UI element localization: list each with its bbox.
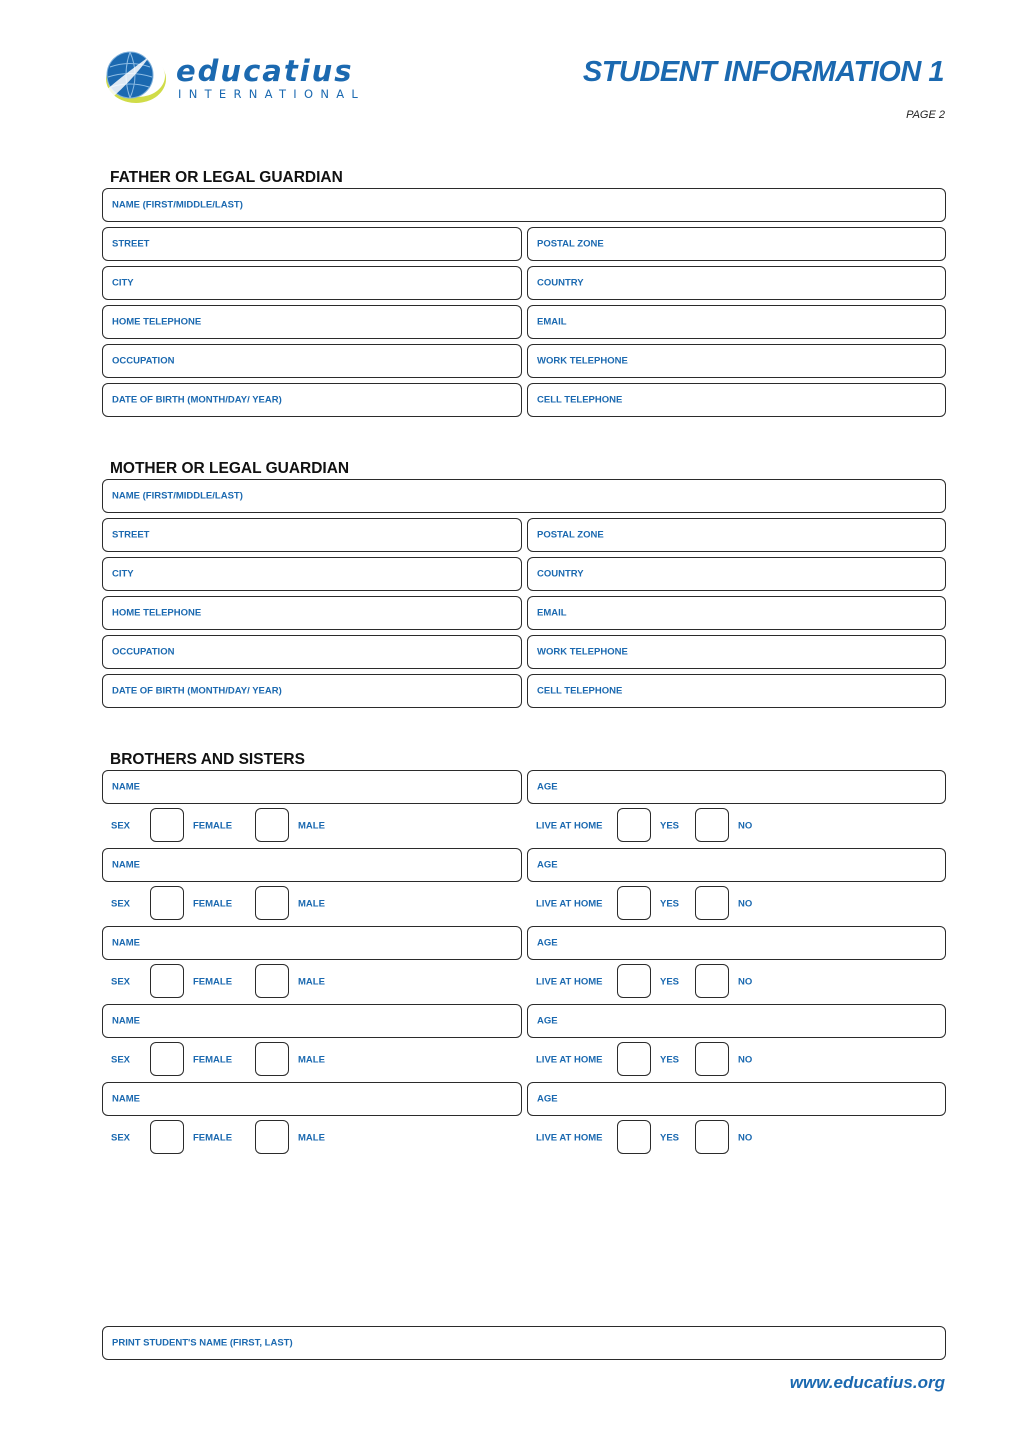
field-label: CITY	[112, 568, 134, 580]
female-checkbox[interactable]	[150, 808, 184, 842]
sibling-age-field[interactable]	[527, 1082, 946, 1116]
field-label: CELL TELEPHONE	[537, 685, 623, 697]
father-date-of-birth-field[interactable]	[102, 383, 522, 417]
siblings-section-title: BROTHERS AND SISTERS	[110, 751, 305, 768]
mother-email-field[interactable]	[527, 596, 946, 630]
father-postal-zone-field[interactable]	[527, 227, 946, 261]
male-label: MALE	[298, 1132, 325, 1144]
field-label: NAME	[112, 781, 140, 793]
father-country-field[interactable]	[527, 266, 946, 300]
field-label: HOME TELEPHONE	[112, 316, 202, 328]
field-label: STREET	[112, 529, 150, 541]
field-label: AGE	[537, 1015, 558, 1027]
no-label: NO	[738, 1132, 753, 1144]
logo-subtitle: INTERNATIONAL	[178, 87, 366, 101]
male-label: MALE	[298, 898, 325, 910]
field-label: WORK TELEPHONE	[537, 355, 628, 367]
field-label: NAME	[112, 859, 140, 871]
field-label: POSTAL ZONE	[537, 529, 604, 541]
no-label: NO	[738, 976, 753, 988]
female-checkbox[interactable]	[150, 1120, 184, 1154]
father-section-title: FATHER OR LEGAL GUARDIAN	[110, 169, 343, 186]
no-checkbox[interactable]	[695, 964, 729, 998]
field-label: NAME	[112, 1015, 140, 1027]
website-link[interactable]: www.educatius.org	[789, 1373, 945, 1392]
sex-label: SEX	[111, 820, 131, 832]
sibling-options-row	[0, 886, 1024, 922]
field-label: DATE OF BIRTH (MONTH/DAY/ YEAR)	[112, 394, 282, 406]
yes-checkbox[interactable]	[617, 1120, 651, 1154]
field-label: NAME (FIRST/MIDDLE/LAST)	[112, 199, 243, 211]
mother-occupation-field[interactable]	[102, 635, 522, 669]
sibling-name-field[interactable]	[102, 848, 522, 882]
field-label: AGE	[537, 781, 558, 793]
sibling-name-field[interactable]	[102, 1004, 522, 1038]
sibling-name-field[interactable]	[102, 926, 522, 960]
yes-label: YES	[660, 898, 680, 910]
male-label: MALE	[298, 976, 325, 988]
mother-date-of-birth-field[interactable]	[102, 674, 522, 708]
yes-label: YES	[660, 976, 680, 988]
sibling-options-row	[0, 1042, 1024, 1078]
no-label: NO	[738, 1054, 753, 1066]
father-home-telephone-field[interactable]	[102, 305, 522, 339]
field-label: DATE OF BIRTH (MONTH/DAY/ YEAR)	[112, 685, 282, 697]
field-label: AGE	[537, 859, 558, 871]
field-label: POSTAL ZONE	[537, 238, 604, 250]
female-checkbox[interactable]	[150, 1042, 184, 1076]
field-label: AGE	[537, 937, 558, 949]
mother-section-title: MOTHER OR LEGAL GUARDIAN	[110, 460, 350, 477]
sex-label: SEX	[111, 976, 131, 988]
no-label: NO	[738, 898, 753, 910]
educatius-logo	[100, 48, 366, 108]
female-checkbox[interactable]	[150, 964, 184, 998]
sibling-options-row	[0, 1120, 1024, 1156]
father-city-field[interactable]	[102, 266, 522, 300]
father-email-field[interactable]	[527, 305, 946, 339]
live-at-home-label: LIVE AT HOME	[536, 1132, 603, 1144]
father-street-field[interactable]	[102, 227, 522, 261]
live-at-home-label: LIVE AT HOME	[536, 820, 603, 832]
field-label: NAME	[112, 937, 140, 949]
field-label: EMAIL	[537, 607, 567, 619]
sibling-age-field[interactable]	[527, 770, 946, 804]
field-label: NAME (FIRST/MIDDLE/LAST)	[112, 490, 243, 502]
sex-label: SEX	[111, 898, 131, 910]
yes-label: YES	[660, 820, 680, 832]
sibling-options-row	[0, 964, 1024, 1000]
field-label: EMAIL	[537, 316, 567, 328]
sibling-name-field[interactable]	[102, 770, 522, 804]
field-label: CITY	[112, 277, 134, 289]
mother-work-telephone-field[interactable]	[527, 635, 946, 669]
mother-home-telephone-field[interactable]	[102, 596, 522, 630]
no-checkbox[interactable]	[695, 886, 729, 920]
male-checkbox[interactable]	[255, 1120, 289, 1154]
yes-checkbox[interactable]	[617, 1042, 651, 1076]
yes-label: YES	[660, 1132, 680, 1144]
father-work-telephone-field[interactable]	[527, 344, 946, 378]
field-label: AGE	[537, 1093, 558, 1105]
live-at-home-label: LIVE AT HOME	[536, 898, 603, 910]
sex-label: SEX	[111, 1132, 131, 1144]
female-checkbox[interactable]	[150, 886, 184, 920]
mother-country-field[interactable]	[527, 557, 946, 591]
male-checkbox[interactable]	[255, 808, 289, 842]
field-label: OCCUPATION	[112, 355, 175, 367]
female-label: FEMALE	[193, 898, 233, 910]
globe-logo-icon	[100, 48, 170, 108]
no-checkbox[interactable]	[695, 1120, 729, 1154]
field-label: HOME TELEPHONE	[112, 607, 202, 619]
female-label: FEMALE	[193, 820, 233, 832]
male-checkbox[interactable]	[255, 886, 289, 920]
page-title: STUDENT INFORMATION 1	[582, 56, 944, 88]
male-checkbox[interactable]	[255, 964, 289, 998]
no-label: NO	[738, 820, 753, 832]
no-checkbox[interactable]	[695, 1042, 729, 1076]
page-number: PAGE 2	[906, 109, 945, 121]
mother-name-field[interactable]	[102, 479, 946, 513]
student-name-field[interactable]	[102, 1326, 946, 1360]
field-label: COUNTRY	[537, 568, 584, 580]
field-label: STREET	[112, 238, 150, 250]
live-at-home-label: LIVE AT HOME	[536, 1054, 603, 1066]
mother-cell-telephone-field[interactable]	[527, 674, 946, 708]
field-label: OCCUPATION	[112, 646, 175, 658]
sibling-age-field[interactable]	[527, 848, 946, 882]
field-label: NAME	[112, 1093, 140, 1105]
male-label: MALE	[298, 1054, 325, 1066]
yes-checkbox[interactable]	[617, 886, 651, 920]
yes-label: YES	[660, 1054, 680, 1066]
father-occupation-field[interactable]	[102, 344, 522, 378]
male-checkbox[interactable]	[255, 1042, 289, 1076]
mother-postal-zone-field[interactable]	[527, 518, 946, 552]
yes-checkbox[interactable]	[617, 808, 651, 842]
female-label: FEMALE	[193, 1054, 233, 1066]
no-checkbox[interactable]	[695, 808, 729, 842]
field-label: WORK TELEPHONE	[537, 646, 628, 658]
live-at-home-label: LIVE AT HOME	[536, 976, 603, 988]
field-label: CELL TELEPHONE	[537, 394, 623, 406]
sibling-name-field[interactable]	[102, 1082, 522, 1116]
father-cell-telephone-field[interactable]	[527, 383, 946, 417]
field-label: COUNTRY	[537, 277, 584, 289]
sex-label: SEX	[111, 1054, 131, 1066]
mother-street-field[interactable]	[102, 518, 522, 552]
logo-wordmark: educatius	[176, 54, 354, 88]
field-label: PRINT STUDENT'S NAME (FIRST, LAST)	[112, 1337, 293, 1349]
mother-city-field[interactable]	[102, 557, 522, 591]
sibling-age-field[interactable]	[527, 1004, 946, 1038]
male-label: MALE	[298, 820, 325, 832]
female-label: FEMALE	[193, 1132, 233, 1144]
female-label: FEMALE	[193, 976, 233, 988]
sibling-options-row	[0, 808, 1024, 844]
sibling-age-field[interactable]	[527, 926, 946, 960]
yes-checkbox[interactable]	[617, 964, 651, 998]
father-name-field[interactable]	[102, 188, 946, 222]
